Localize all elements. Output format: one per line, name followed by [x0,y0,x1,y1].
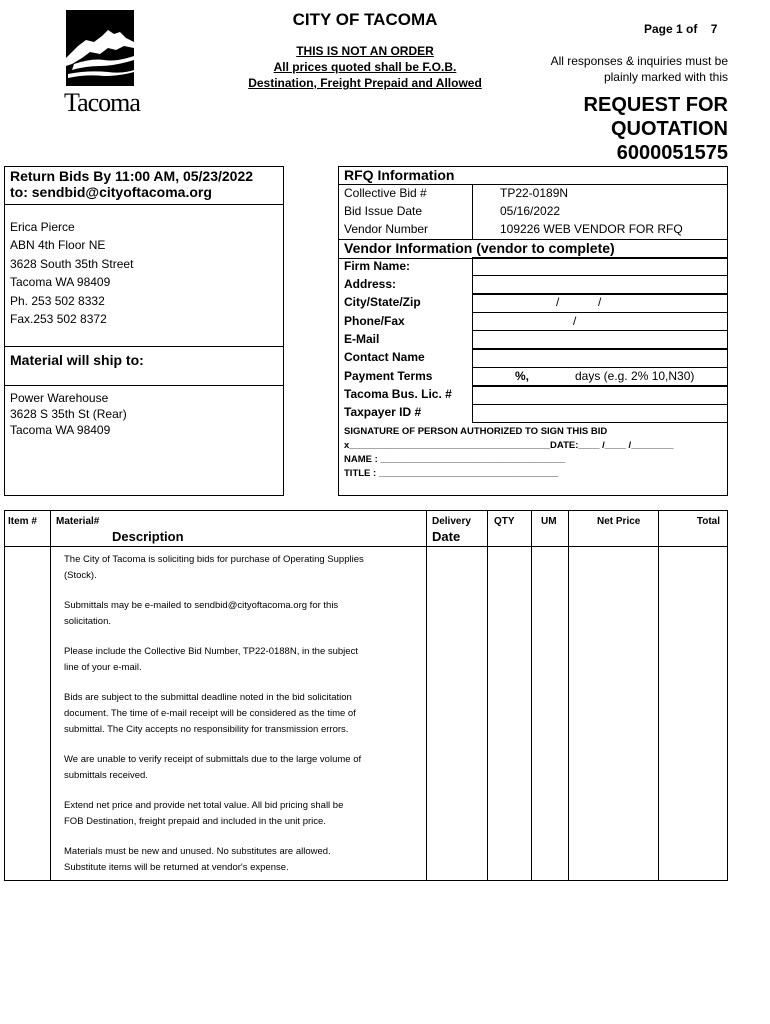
signature-line[interactable]: x______________________________________DATE:____ /____ /________ [344,440,674,451]
ship-to-title: Material will ship to: [10,352,144,368]
col-total: Total [696,516,720,527]
col-material: Material# [56,516,100,527]
vendor-label-address: Address: [344,277,397,291]
vendor-label-bus-lic: Tacoma Bus. Lic. # [344,387,452,401]
description-line: line of your e-mail. [64,662,142,673]
description-line: submittal. The City accepts no responsibility for transmission errors. [64,724,349,735]
rfq-value-collective-bid: TP22-0189N [500,186,569,200]
contact-line: Ph. 253 502 8332 [10,293,105,308]
firm-name-field[interactable] [472,257,728,276]
description-line: document. The time of e-mail receipt will be considered as the time of [64,708,356,719]
col-qty: QTY [494,516,515,527]
taxpayer-id-field[interactable] [472,404,728,423]
description-line: Bids are subject to the submittal deadline noted in the bid solicitation [64,692,352,703]
rfq-label-issue-date: Bid Issue Date [344,204,423,218]
description-paragraph [64,752,419,784]
page-label: Page 1 of [644,22,698,36]
vendor-label-contact: Contact Name [344,350,425,364]
description-line: solicitation. [64,616,111,627]
contact-line: Erica Pierce [10,220,75,234]
return-bids-deadline: Return Bids By 11:00 AM, 05/23/2022 [10,168,254,184]
rfq-label-vendor-number: Vendor Number [344,222,429,236]
rfq-value-issue-date: 05/16/2022 [500,204,561,218]
contact-line: Tacoma WA 98409 [10,275,111,290]
page-indicator [644,22,717,36]
col-description: Description [112,529,184,544]
signature-name-line[interactable]: NAME : ___________________________________ [344,454,566,465]
col-delivery: Delivery [432,516,471,527]
logo-text: Tacoma [64,88,140,117]
rfq-info-title: RFQ Information [344,167,455,183]
vendor-label-firm: Firm Name: [344,259,411,273]
vendor-info-title: Vendor Information (vendor to complete) [344,240,615,256]
description-paragraph [64,644,419,676]
city-title: CITY OF TACOMA [292,10,438,29]
responses-line-1: All responses & inquiries must be [550,54,728,68]
phone-fax-field[interactable] [472,312,728,331]
vendor-label-city: City/State/Zip [344,295,421,309]
description-line: Please include the Collective Bid Number, TP22-0188N, in the subject [64,646,358,657]
city-separator-1: / [556,295,560,309]
bus-lic-field[interactable] [472,386,728,405]
city-logo [64,8,140,117]
city-separator-2: / [598,295,602,309]
description-paragraph [64,552,419,584]
description-line: submittals received. [64,770,148,781]
page-total: 7 [710,22,718,36]
rfq-label-collective-bid: Collective Bid # [344,186,427,200]
description-line: FOB Destination, freight prepaid and included in the unit price. [64,816,326,827]
ship-to-line: Tacoma WA 98409 [10,423,111,437]
description-paragraph [64,844,419,876]
col-date: Date [432,529,461,544]
fob-line-2: Destination, Freight Prepaid and Allowed [248,76,482,90]
mountain-logo-icon [64,8,136,88]
contact-line: Fax.253 502 8372 [10,312,107,327]
description-paragraph [64,690,419,738]
description-paragraph [64,598,419,630]
description-line: Substitute items will be returned at vendor's expense. [64,862,289,873]
description-line: We are unable to verify receipt of submittals due to the large volume of [64,754,362,765]
address-field[interactable] [472,275,728,294]
rfq-value-vendor-number: 109226 WEB VENDOR FOR RFQ [500,222,683,236]
description-line: Extend net price and provide net total value. All bid pricing shall be [64,800,344,811]
contact-name-field[interactable] [472,349,728,368]
vendor-label-email: E-Mail [344,332,380,346]
signature-title: SIGNATURE OF PERSON AUTHORIZED TO SIGN THIS BID [344,426,608,437]
contact-line: 3628 South 35th Street [10,256,134,271]
col-item: Item # [8,516,37,527]
col-net-price: Net Price [597,516,641,527]
rfq-title-2: QUOTATION [610,118,728,140]
col-um: UM [541,516,557,527]
rfq-title-1: REQUEST FOR [583,94,728,116]
description-paragraph [64,798,419,830]
description-line: Submittals may be e-mailed to sendbid@cityoftacoma.org for this [64,600,339,611]
phone-separator: / [573,314,577,328]
email-field[interactable] [472,330,728,349]
description-line: (Stock). [64,570,97,581]
responses-line-2: plainly marked with this [603,70,728,84]
payment-days-hint: days (e.g. 2% 10,N30) [575,369,695,383]
ship-to-line: 3628 S 35th St (Rear) [10,407,127,421]
vendor-label-phone: Phone/Fax [344,314,405,328]
payment-percent: %, [515,369,530,383]
fob-line-1: All prices quoted shall be F.O.B. [273,60,457,74]
description-line: Materials must be new and unused. No substitutes are allowed. [64,846,331,857]
ship-to-address [10,390,127,438]
ship-to-line: Power Warehouse [10,391,109,405]
description-text [64,552,419,876]
contact-block [10,218,133,328]
not-order-notice: THIS IS NOT AN ORDER [296,44,434,58]
signature-title-line[interactable]: TITLE : __________________________________ [344,468,559,479]
vendor-label-payment: Payment Terms [344,369,433,383]
contact-line: ABN 4th Floor NE [10,238,106,253]
rfq-number: 6000051575 [616,142,728,164]
return-bids-email: to: sendbid@cityoftacoma.org [10,184,212,200]
return-bids-box [4,166,284,496]
vendor-label-taxpayer: Taxpayer ID # [344,405,422,419]
description-line: The City of Tacoma is soliciting bids for purchase of Operating Supplies [64,554,364,565]
